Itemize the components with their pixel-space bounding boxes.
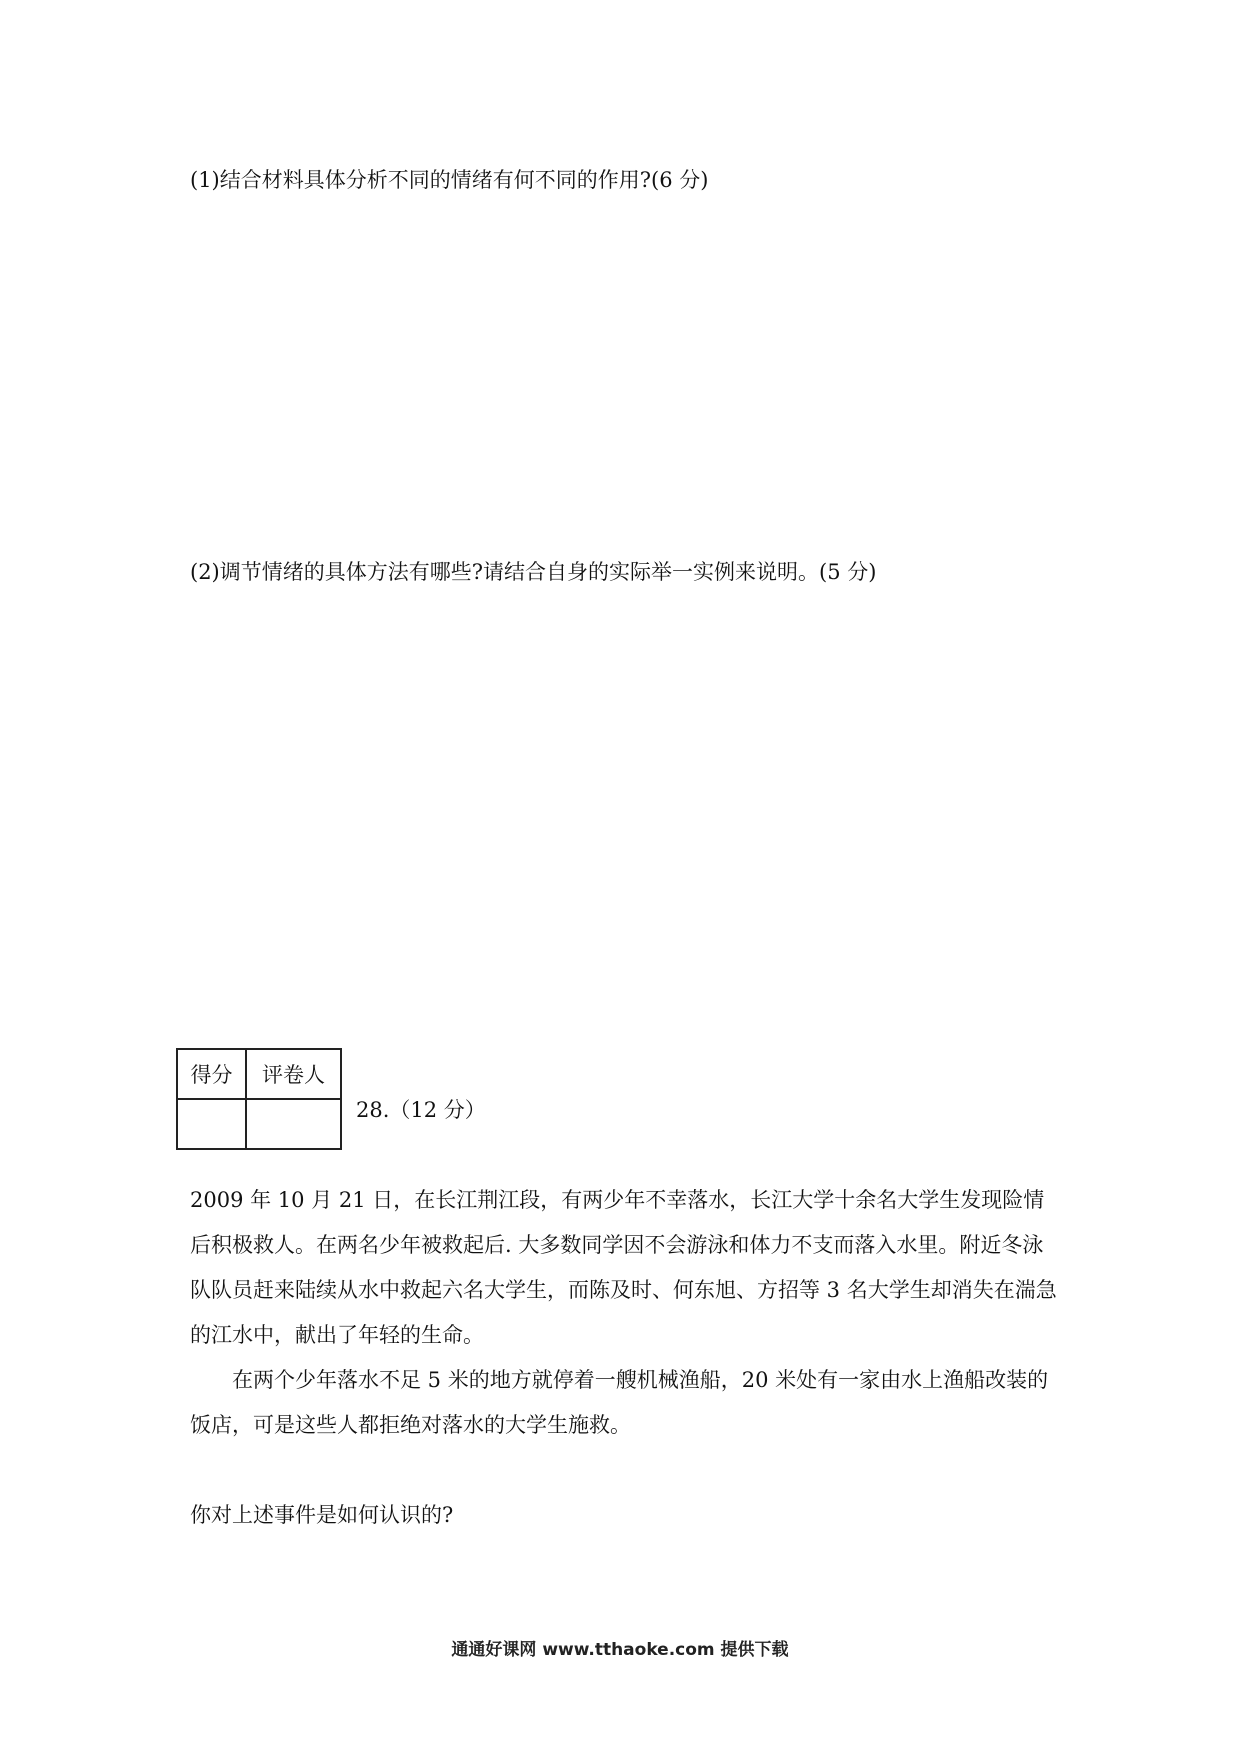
page-footer: 通通好课网 www.tthaoke.com 提供下载 bbox=[451, 1640, 789, 1660]
score-cell[interactable] bbox=[177, 1099, 246, 1149]
question-28-number: 28.（12 分） bbox=[356, 1098, 486, 1122]
question-28-prompt: 你对上述事件是如何认识的? bbox=[190, 1503, 454, 1527]
score-table bbox=[176, 1048, 342, 1150]
score-label: 得分 bbox=[177, 1049, 246, 1099]
question-28-paragraph-2: 在两个少年落水不足 5 米的地方就停着一艘机械渔船，20 米处有一家由水上渔船改装的饭店，可是这些人都拒绝对落水的大学生施救。 bbox=[190, 1368, 1049, 1437]
grader-cell[interactable] bbox=[246, 1099, 341, 1149]
question-1: (1)结合材料具体分析不同的情绪有何不同的作用?(6 分) bbox=[190, 168, 709, 192]
grader-label: 评卷人 bbox=[246, 1049, 341, 1099]
question-28-paragraph-1: 2009 年 10 月 21 日，在长江荆江段，有两少年不幸落水，长江大学十余名大学生发现险情后积极救人。在两名少年被救起后. 大多数同学因不会游泳和体力不支而落入水里。附近冬泳队队员赶来陆续从水中救起六名大学生，而陈及时、何东旭、方招等 3 名大学生却消失在湍急的江水中，献出了年轻的生命。 bbox=[190, 1188, 1057, 1347]
question-2: (2)调节情绪的具体方法有哪些?请结合自身的实际举一实例来说明。(5 分) bbox=[190, 560, 877, 584]
